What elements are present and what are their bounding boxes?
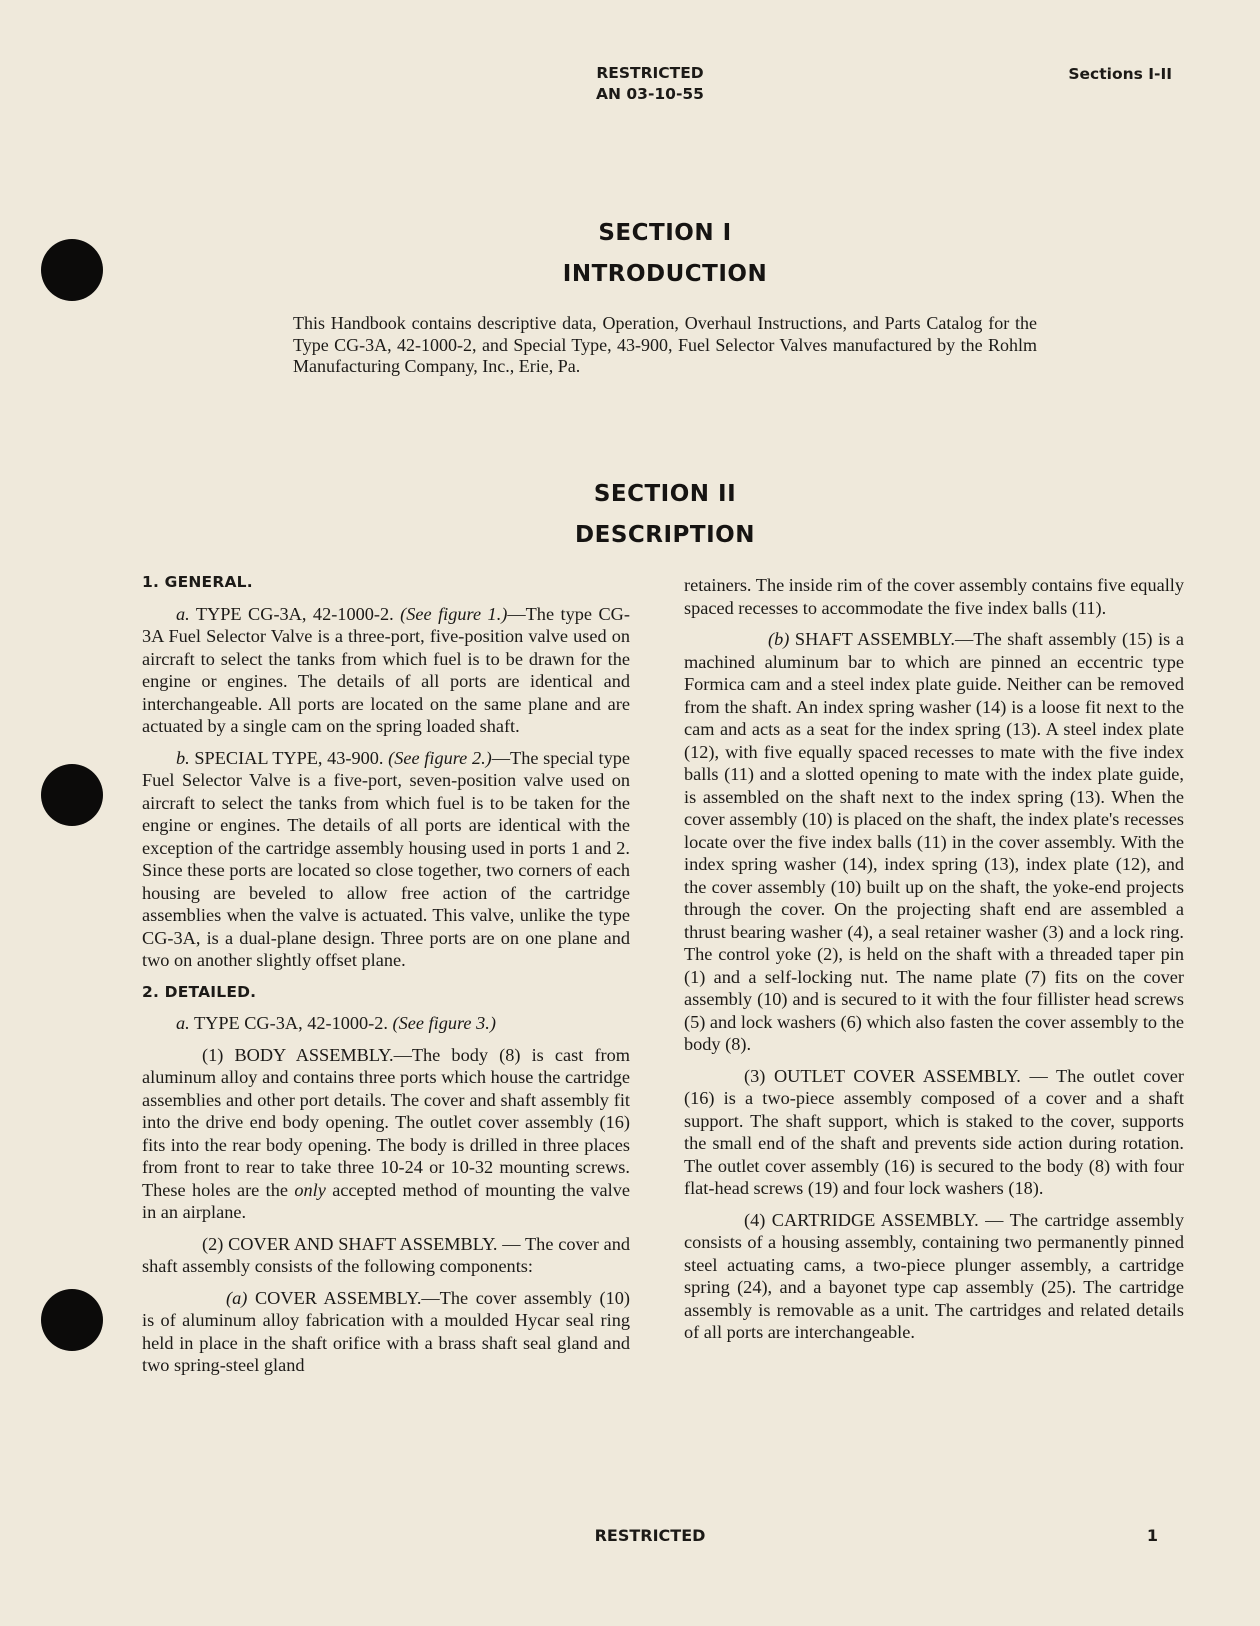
section-2-number: SECTION II	[593, 481, 737, 507]
paragraph-cartridge-assembly: (4) CARTRIDGE ASSEMBLY. — The cartridge assembly consists of a housing assembly, containing two permanently pinned steel actuating cams, a two-piece plunger assembly, a cartridge spring (24), and a bayonet type cap assembly (25). The cartridge assembly is removable as a unit. The cartridges and related details of all ports are interchangeable.	[684, 1209, 1184, 1342]
classification-label: RESTRICTED	[596, 64, 704, 82]
figure-reference: (See figure 3.)	[392, 1013, 496, 1033]
heading-general: 1. GENERAL.	[142, 573, 253, 591]
introduction-paragraph: This Handbook contains descriptive data, Operation, Overhaul Instructions, and Parts Catalog for the Type CG-3A, 42-1000-2, and Special Type, 43-900, Fuel Selector Valves manufactured by the Rohlm Manufacturing Company, Inc., Erie, Pa.	[293, 313, 1037, 376]
paragraph-cover-assembly: (a) COVER ASSEMBLY.—The cover assembly (10) is of aluminum alloy fabrication with a moulded Hycar seal ring held in place in the shaft orifice with a brass shaft seal gland and two spring-steel gland	[142, 1287, 630, 1375]
right-column	[684, 574, 1184, 1353]
paragraph-general-a: a. TYPE CG-3A, 42-1000-2. (See figure 1.)—The type CG-3A Fuel Selector Valve is a three-port, five-position valve used on aircraft to select the tanks from which fuel is to be drawn for the engine or engines. The details of all ports are identical and interchangeable. All ports are located on the same plane and are actuated by a single cam on the spring loaded shaft.	[142, 603, 630, 736]
heading-detailed: 2. DETAILED.	[142, 982, 257, 1001]
figure-reference: (See figure 2.)	[388, 747, 492, 768]
paragraph-general-b: b. SPECIAL TYPE, 43-900. (See figure 2.)—The special type Fuel Selector Valve is a five-port, seven-position valve used on aircraft to select the tanks from which fuel is to be taken for the engine or engines. The details of all ports are identical with the exception of the cartridge assembly housing used in ports 1 and 2. Since these ports are located so close together, two corners of each housing are beveled to allow free action of the cartridge assemblies when the valve is actuated. This valve, unlike the type CG-3A, is a dual-plane design. Three ports are on one plane and two on another slightly offset plane.	[142, 747, 631, 970]
punch-hole-icon	[41, 764, 103, 826]
left-column	[142, 571, 630, 1386]
document-number: AN 03-10-55	[596, 85, 704, 103]
page-number: 1	[1146, 1526, 1158, 1545]
punch-hole-icon	[41, 1289, 103, 1351]
paragraph-body-assembly: (1) BODY ASSEMBLY.—The body (8) is cast from aluminum alloy and contains three ports which house the cartridge assemblies and other port details. The cover and shaft assembly fit into the drive end body opening. The outlet cover assembly (16) fits into the rear body opening. The body is drilled in three places from front to rear to take three 10-24 or 10-32 mounting screws. These holes are the only accepted method of mounting the valve in an airplane.	[142, 1044, 631, 1222]
page-header	[560, 63, 740, 105]
paragraph-outlet-cover-assembly: (3) OUTLET COVER ASSEMBLY. — The outlet cover (16) is a two-piece assembly composed of a cover and a shaft support. The shaft support, which is staked to the cover, supports the small end of the shaft and prevents side action during rotation. The outlet cover assembly (16) is secured to the body (8) with four flat-head screws (19) and four lock washers (18).	[684, 1065, 1184, 1198]
paragraph-cover-shaft-assembly: (2) COVER AND SHAFT ASSEMBLY. — The cover and shaft assembly consists of the following components:	[142, 1233, 630, 1276]
section-2-title: DESCRIPTION	[575, 522, 755, 548]
paragraph-detailed-a: a. TYPE CG-3A, 42-1000-2. (See figure 3.)	[176, 1013, 496, 1033]
figure-reference: (See figure 1.)	[400, 603, 508, 624]
section-1-number: SECTION I	[598, 220, 732, 246]
footer-classification: RESTRICTED	[594, 1526, 706, 1545]
paragraph-cover-assembly-continued: retainers. The inside rim of the cover assembly contains five equally spaced recesses to accommodate the five index balls (11).	[684, 575, 1184, 618]
sections-label: Sections I-II	[1068, 65, 1172, 83]
section-1-title: INTRODUCTION	[562, 261, 768, 287]
paragraph-shaft-assembly: (b) SHAFT ASSEMBLY.—The shaft assembly (15) is a machined aluminum bar to which are pinned an eccentric type Formica cam and a steel index plate guide. Neither can be removed from the shaft. An index spring washer (14) is a loose fit next to the cam and acts as a seat for the index spring (13). A steel index plate (12), with five equally spaced recesses to mate with the five index balls (11) and a slotted opening to mate with the index plate guide, is assembled on the shaft next to the index spring (13). When the cover assembly (10) is placed on the shaft, the index plate's recesses locate over the five index balls (11) in the cover assembly. With the index spring washer (14), index spring (13), index plate (12), and the cover assembly (10) built up on the shaft, the yoke-end projects through the cover. On the projecting shaft end are assembled a thrust bearing washer (4), a seal retainer washer (3) and a lock ring. The control yoke (2), is held on the shaft with a threaded taper pin (1) and a self-locking nut. The name plate (7) fits on the cover assembly (10) and is secured to it with the four fillister head screws (5) and lock washers (6) which also fasten the cover assembly to the body (8).	[684, 629, 1184, 1054]
